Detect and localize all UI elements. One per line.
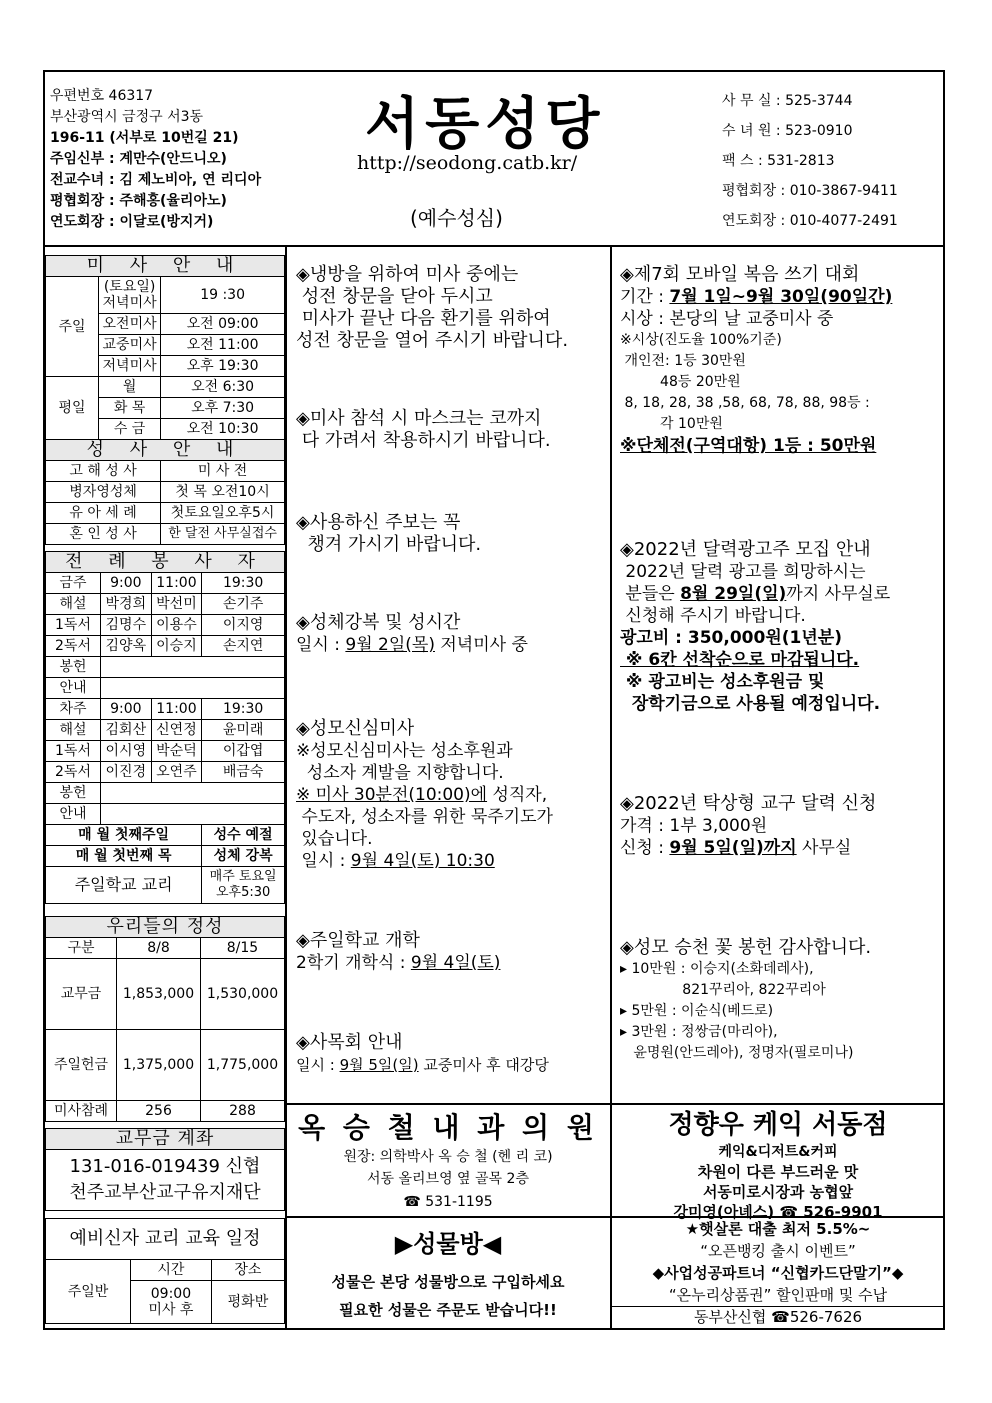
notice-line: 성직자,: [487, 785, 548, 805]
cake-name: 정향우 케익 서동점: [668, 1110, 888, 1140]
bank-line: ◆사업성공파트너 “신협카드단말기”◆: [652, 1264, 904, 1282]
middle-notices: [296, 264, 608, 1076]
server-cell: 11:00: [151, 699, 202, 720]
mass-cell: 저녁미사: [99, 356, 161, 377]
notice-line: 성전 창문을 열어 주시기 바랍니다.: [296, 330, 569, 351]
notice-line: 시상 : 본당의 날 교중미사 중: [620, 309, 834, 329]
server-cell: 해설: [46, 594, 101, 615]
notice-text: 교중미사 후 대강당: [418, 1056, 549, 1074]
clinic-director: 원장: 의학박사 옥 승 철 (헨 리 코): [343, 1149, 553, 1165]
council-tel: 평협회장 : 010-3867-9411: [722, 183, 898, 199]
notice-line: ▸ 10만원 : 이승지(소화데레사),: [620, 961, 814, 977]
offerings-cell: 1,375,000: [117, 1030, 201, 1101]
server-cell: 9:00: [101, 699, 152, 720]
server-cell: 박순덕: [151, 741, 202, 762]
server-cell: 이시영: [101, 741, 152, 762]
account-number: 131-016-019439 신협: [69, 1156, 261, 1177]
nun-tel: 수 녀 원 : 523-0910: [722, 123, 853, 139]
notice-title: ◈사목회 안내: [296, 1032, 403, 1053]
notice-title: ◈냉방을 위하여 미사 중에는: [296, 264, 519, 285]
mass-head: 미 사 안 내: [46, 256, 285, 277]
youth-president: 연도회장 : 이달로(방지거): [50, 214, 214, 230]
sacrament-cell: 한 달전 사무실접수: [161, 524, 285, 545]
notice-title: ◈주일학교 개학: [296, 930, 420, 951]
server-cell: 이승지: [151, 636, 202, 657]
catechumen-head: 예비신자 교리 교육 일정: [46, 1219, 285, 1260]
youth-tel: 연도회장 : 010-4077-2491: [722, 213, 898, 229]
notice-text: 일시 :: [296, 635, 346, 655]
mass-table: [45, 255, 285, 545]
council-president: 평협회장 : 주해홍(율리아노): [50, 193, 227, 209]
mass-cell: 오전 6:30: [161, 377, 285, 398]
shop-line: 성물은 본당 성물방으로 구입하세요: [331, 1273, 565, 1291]
server-cell: 1독서: [46, 741, 101, 762]
header-divider: [43, 245, 945, 247]
notice-date: 9월 2일(목): [345, 635, 435, 655]
sacrament-cell: 유 아 세 례: [46, 503, 161, 524]
shop-line: 필요한 성물은 주문도 받습니다!!: [339, 1301, 557, 1319]
catechumen-label: 주일반: [46, 1260, 131, 1324]
cake-ad: [612, 1108, 944, 1222]
notice-title: ◈성체강복 및 성시간: [296, 612, 461, 633]
notice-line: ▸ 3만원 : 정쌍금(마리아),: [620, 1024, 778, 1040]
notice-line: 다 가려서 착용하시기 바랍니다.: [296, 430, 551, 451]
server-cell: 박선미: [151, 594, 202, 615]
notice-date: 9월 5일(일): [339, 1056, 419, 1074]
notice-text: 신청 :: [620, 838, 670, 858]
notice-line: ※ 광고비는 성소후원금 및: [620, 672, 825, 692]
account-owner: 천주교부산교구유지재단: [69, 1182, 261, 1203]
offerings-col: 구분: [46, 938, 117, 959]
clinic-name: 옥 승 철 내 과 의 원: [298, 1111, 598, 1144]
first-thursday-label: 매 월 첫번째 목: [46, 846, 202, 867]
catechumen-table: [45, 1218, 285, 1324]
account-body: [46, 1150, 285, 1211]
sunday-school-value: 매주 토요일 오후5:30: [202, 867, 285, 904]
right-notices: [620, 264, 942, 1064]
server-cell: 봉헌: [46, 657, 101, 678]
server-cell: 김명수: [101, 615, 152, 636]
server-cell: 김회산: [101, 720, 152, 741]
first-sunday-value: 성수 예절: [202, 825, 285, 846]
header-left: [50, 86, 261, 233]
notice-line: 있습니다.: [296, 829, 373, 849]
notice-text: 저녁미사 중: [434, 635, 528, 655]
server-cell: 김양옥: [101, 636, 152, 657]
mass-cell: 오전 11:00: [161, 335, 285, 356]
servers-head: 전 례 봉 사 자: [46, 552, 285, 573]
bank-ad: [612, 1218, 944, 1327]
mass-cell: 오후 7:30: [161, 398, 285, 419]
server-cell: 봉헌: [46, 783, 101, 804]
weekday-label: 평일: [46, 377, 99, 440]
offerings-col: 8/15: [201, 938, 285, 959]
offerings-cell: 미사참례: [46, 1101, 117, 1122]
church-motto: (예수성심): [410, 206, 503, 230]
clinic-ad: [287, 1110, 609, 1214]
offerings-cell: 288: [201, 1101, 285, 1122]
server-cell: 안내: [46, 804, 101, 825]
notice-title: ◈미사 참석 시 마스크는 코까지: [296, 408, 542, 429]
sacrament-cell: 고 해 성 사: [46, 461, 161, 482]
mass-cell: 수 금: [99, 419, 161, 440]
sacrament-cell: 병자영성체: [46, 482, 161, 503]
server-cell: 19:30: [202, 699, 285, 720]
notice-line: ※단체전(구역대항) 1등 : 50만원: [620, 436, 877, 456]
notice-line: 광고비 : 350,000원(1년분): [620, 628, 842, 648]
notice-line: 각 10만원: [620, 416, 723, 432]
catechumen-col: 장소: [211, 1260, 284, 1281]
offerings-head: 우리들의 정성: [46, 917, 285, 938]
notice-line: 장학기금으로 사용될 예정입니다.: [620, 694, 881, 714]
mass-cell: 오전 09:00: [161, 314, 285, 335]
header-right: [722, 86, 898, 236]
notice-line: ※ 6칸 선착순으로 마감됩니다.: [620, 650, 860, 670]
notice-date: 9월 4일(토) 10:30: [350, 851, 495, 871]
sacrament-head: 성 사 안 내: [46, 440, 285, 461]
notice-text: 분들은: [620, 584, 681, 604]
server-cell: 배금숙: [202, 762, 285, 783]
sunday-label: 주일: [46, 277, 99, 377]
servers-table: [45, 551, 285, 904]
notice-line: 챙겨 가시기 바랍니다.: [296, 534, 482, 555]
notice-line: 성전 창문을 닫아 두시고: [296, 286, 493, 307]
notice-title: ◈성모 승천 꽃 봉헌 감사합니다.: [620, 937, 872, 958]
offerings-cell: 1,775,000: [201, 1030, 285, 1101]
church-title: 서동성당: [365, 92, 606, 157]
server-cell: 해설: [46, 720, 101, 741]
mass-cell: 교중미사: [99, 335, 161, 356]
fax-tel: 팩 스 : 531-2813: [722, 153, 835, 169]
server-cell: 신연정: [151, 720, 202, 741]
mass-cell: 화 목: [99, 398, 161, 419]
sacrament-cell: 미 사 전: [161, 461, 285, 482]
notice-line: 수도자, 성소자를 위한 묵주기도가: [296, 807, 553, 827]
server-cell: 9:00: [101, 573, 152, 594]
notice-text: 까지 사무실로: [786, 584, 891, 604]
offerings-table: [45, 916, 285, 1122]
server-cell: 금주: [46, 573, 101, 594]
server-cell: 이용수: [151, 615, 202, 636]
sister: 전교수녀 : 김 제노비아, 연 리디아: [50, 172, 262, 188]
first-sunday-label: 매 월 첫째주일: [46, 825, 202, 846]
first-thursday-value: 성체 강복: [202, 846, 285, 867]
sacrament-cell: 첫 목 오전10시: [161, 482, 285, 503]
server-cell: 차주: [46, 699, 101, 720]
pastor: 주임신부 : 계만수(안드니오): [50, 151, 227, 167]
server-cell: 이지영: [202, 615, 285, 636]
notice-text: 일시 :: [296, 851, 351, 871]
mass-cell: 오후 19:30: [161, 356, 285, 377]
postal-code: 우편번호 46317: [50, 88, 154, 104]
offerings-cell: 1,853,000: [117, 959, 201, 1030]
notice-text: 일시 :: [296, 1056, 340, 1074]
clinic-phone: ☎ 531-1195: [403, 1194, 493, 1210]
catechumen-place: 평화반: [211, 1281, 284, 1324]
notice-line: ※시상(진도율 100%기준): [620, 332, 782, 348]
server-cell: 손지연: [202, 636, 285, 657]
address-line2: 196-11 (서부로 10번길 21): [50, 130, 239, 146]
offerings-cell: 1,530,000: [201, 959, 285, 1030]
cake-line: 차원이 다른 부드러운 맛: [697, 1163, 859, 1181]
sunday-school-label: 주일학교 교리: [46, 867, 202, 904]
server-cell: 1독서: [46, 615, 101, 636]
notice-line: 8, 18, 28, 38 ,58, 68, 78, 88, 98등 :: [620, 395, 870, 411]
mass-cell: 19 :30: [161, 277, 285, 314]
notice-date: 8월 29일(일): [680, 584, 787, 604]
office-tel: 사 무 실 : 525-3744: [722, 93, 853, 109]
server-cell: 박경희: [101, 594, 152, 615]
account-head: 교무금 계좌: [46, 1129, 285, 1150]
notice-line: ※ 미사 30분전(10:00)에: [296, 785, 488, 805]
bank-line: ★햇살론 대출 최저 5.5%~: [685, 1220, 871, 1238]
cake-line: 케익&디저트&커피: [718, 1144, 838, 1160]
catechumen-time: 09:00 미사 후: [131, 1281, 212, 1324]
notice-text: 기간 :: [620, 287, 670, 307]
notice-line: 윤명원(안드레아), 정명자(필로미나): [620, 1045, 854, 1061]
mass-cell: 오전미사: [99, 314, 161, 335]
notice-date: 9월 4일(토): [410, 953, 501, 973]
server-cell: 안내: [46, 678, 101, 699]
offerings-cell: 256: [117, 1101, 201, 1122]
account-table: [45, 1128, 285, 1211]
notice-line: ※성모신심미사는 성소후원과: [296, 741, 513, 761]
server-cell: 11:00: [151, 573, 202, 594]
sacrament-cell: 첫토요일오후5시: [161, 503, 285, 524]
server-cell: 오연주: [151, 762, 202, 783]
mass-cell: 오전 10:30: [161, 419, 285, 440]
bank-line: “온누리상품권” 할인판매 및 수납: [668, 1286, 888, 1304]
shop-name: ▶성물방◀: [394, 1230, 502, 1258]
notice-line: 미사가 끝난 다음 환기를 위하여: [296, 308, 551, 329]
clinic-address: 서동 올리브영 옆 골목 2층: [367, 1171, 529, 1187]
mass-cell: (토요일) 저녁미사: [99, 277, 161, 314]
notice-date: 9월 5일(일)까지: [669, 838, 797, 858]
server-cell: 2독서: [46, 636, 101, 657]
notice-line: 신청해 주시기 바랍니다.: [620, 606, 806, 626]
offerings-cell: 주일헌금: [46, 1030, 117, 1101]
mass-cell: 월: [99, 377, 161, 398]
notice-line: 48등 20만원: [620, 374, 741, 390]
church-url[interactable]: http://seodong.catb.kr/: [357, 152, 578, 174]
server-cell: 윤미래: [202, 720, 285, 741]
server-cell: 이진경: [101, 762, 152, 783]
notice-text: 사무실: [796, 838, 852, 858]
offerings-cell: 교무금: [46, 959, 117, 1030]
bank-contact: 동부산신협 ☎526-7626: [612, 1306, 944, 1327]
notice-title: ◈2022년 달력광고주 모집 안내: [620, 539, 871, 560]
server-cell: 이갑엽: [202, 741, 285, 762]
notice-line: 개인전: 1등 30만원: [620, 353, 746, 369]
catechumen-col: 시간: [131, 1260, 212, 1281]
notice-line: 가격 : 1부 3,000원: [620, 816, 768, 836]
notice-line: 성소자 계발을 지향합니다.: [296, 763, 504, 783]
bank-line: “오픈뱅킹 출시 이벤트”: [700, 1242, 856, 1260]
notice-line: 2022년 달력 광고를 희망하시는: [620, 562, 866, 582]
notice-title: ◈2022년 탁상형 교구 달력 신청: [620, 793, 877, 814]
server-cell: 19:30: [202, 573, 285, 594]
notice-title: ◈사용하신 주보는 꼭: [296, 512, 461, 533]
server-cell: 손기주: [202, 594, 285, 615]
offerings-col: 8/8: [117, 938, 201, 959]
notice-title: ◈제7회 모바일 복음 쓰기 대회: [620, 264, 860, 285]
cake-line: 강미영(아녜스) ☎ 526-9901: [673, 1203, 883, 1221]
server-cell: 2독서: [46, 762, 101, 783]
sacrament-cell: 혼 인 성 사: [46, 524, 161, 545]
notice-date: 7월 1일~9월 30일(90일간): [669, 287, 893, 307]
ads-divider-top: [286, 1103, 945, 1105]
notice-line: ▸ 5만원 : 이순식(베드로): [620, 1003, 774, 1019]
notice-title: ◈성모신심미사: [296, 718, 415, 739]
notice-text: 2학기 개학식 :: [296, 953, 411, 973]
notice-line: 821꾸리아, 822꾸리아: [620, 982, 826, 998]
shop-ad: [287, 1226, 609, 1324]
cake-line: 서동미로시장과 농협앞: [702, 1183, 854, 1201]
address-line1: 부산광역시 금정구 서3동: [50, 109, 204, 125]
